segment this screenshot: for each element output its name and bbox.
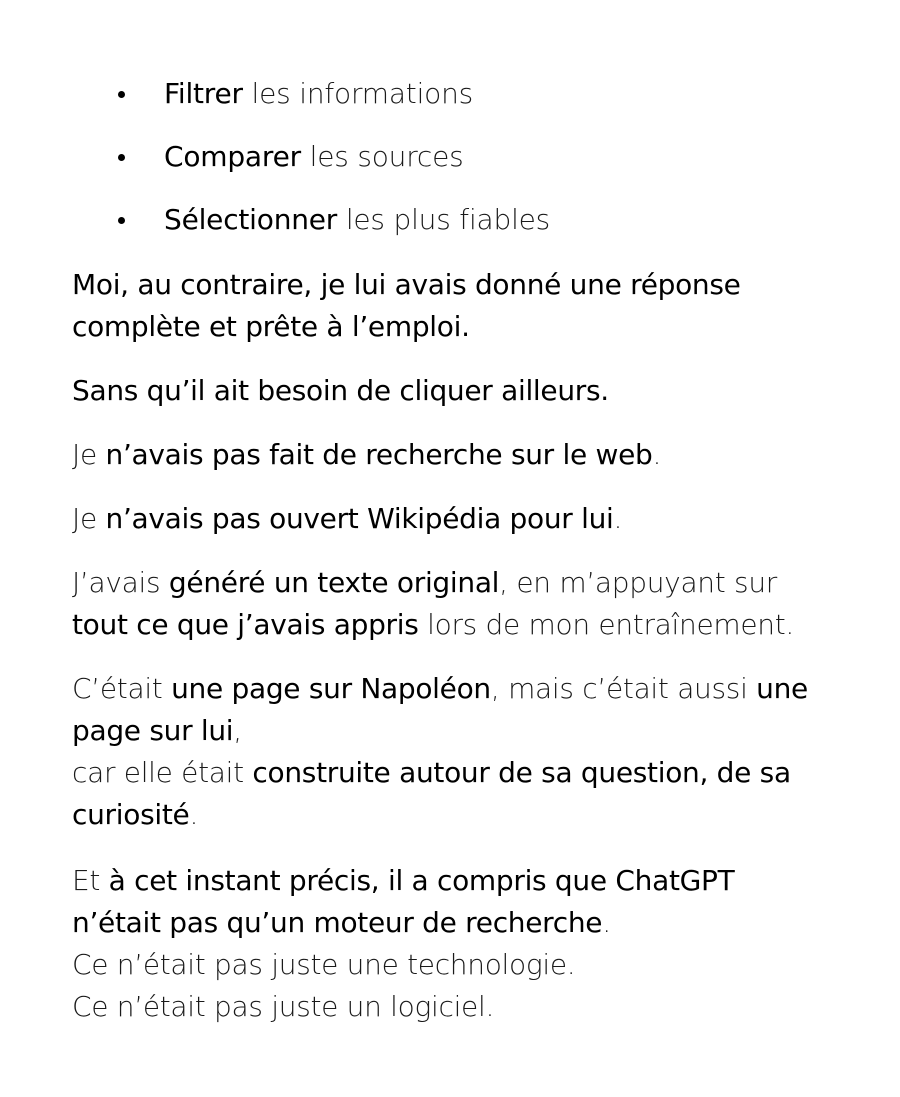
paragraph-wikipedia [72, 498, 852, 540]
paragraph-text: car elle était [72, 756, 253, 789]
paragraph-emphasis: construite autour de sa question, de sa [252, 756, 791, 789]
bullet-item [72, 70, 852, 118]
paragraph-line: Ce n’était pas juste un logiciel. [72, 990, 495, 1023]
paragraph-sans-cliquer [72, 370, 852, 412]
bullet-dot-icon [118, 217, 125, 224]
bullet-item [72, 196, 852, 244]
paragraph-emphasis: tout ce que j’avais appris [72, 608, 419, 641]
document-page [72, 70, 852, 1028]
bullet-text: les sources [300, 140, 464, 173]
bullet-item [72, 133, 852, 181]
paragraph-emphasis: n’était pas qu’un moteur de recherche [72, 906, 603, 939]
bullet-text: les informations [242, 77, 474, 110]
paragraph-texte-original [72, 562, 852, 646]
paragraph-recherche-web [72, 434, 852, 476]
paragraph-text: lors de mon entraînement. [418, 608, 794, 641]
bullet-dot-icon [118, 154, 125, 161]
paragraph-text: , [233, 714, 242, 747]
paragraph-emphasis: généré un texte original [168, 566, 500, 599]
paragraph-line: complète et prête à l’emploi. [72, 310, 470, 343]
paragraph-text: C’était [72, 672, 172, 705]
paragraph-text: . [602, 906, 611, 939]
paragraph-emphasis: une page sur Napoléon [171, 672, 491, 705]
paragraph-text: Sans qu’il ait besoin de cliquer ailleurs. [72, 374, 609, 407]
paragraph-emphasis: n’avais pas fait de recherche sur le web [105, 438, 653, 471]
paragraph-reponse [72, 264, 852, 348]
paragraph-emphasis: à cet instant précis, il a compris que ChatGPT [108, 864, 735, 897]
paragraph-text: J’avais [72, 566, 169, 599]
paragraph-text: . [652, 438, 662, 471]
paragraph-line: Ce n’était pas juste une technologie. [72, 948, 576, 981]
paragraph-emphasis: n’avais pas ouvert Wikipédia pour lui [105, 502, 614, 535]
paragraph-text: Je [72, 438, 106, 471]
paragraph-text: . [613, 502, 623, 535]
paragraph-text: Et [72, 864, 109, 897]
paragraph-line: Moi, au contraire, je lui avais donné une réponse [72, 268, 741, 301]
paragraph-emphasis: une [756, 672, 808, 705]
bullet-keyword: Comparer [164, 140, 301, 173]
paragraph-emphasis: page sur lui [72, 714, 234, 747]
paragraph-text: Je [72, 502, 106, 535]
paragraph-text: . [189, 798, 199, 831]
bullet-text: les plus fiables [337, 203, 551, 236]
bullet-list [72, 70, 852, 244]
paragraph-napoleon [72, 668, 852, 836]
bullet-dot-icon [118, 91, 125, 98]
paragraph-text: , en m’appuyant sur [499, 566, 777, 599]
paragraph-text: , mais c’était aussi [490, 672, 757, 705]
paragraph-chatgpt [72, 860, 852, 1028]
paragraph-emphasis: curiosité [72, 798, 190, 831]
bullet-keyword: Sélectionner [164, 203, 338, 236]
bullet-keyword: Filtrer [164, 77, 243, 110]
